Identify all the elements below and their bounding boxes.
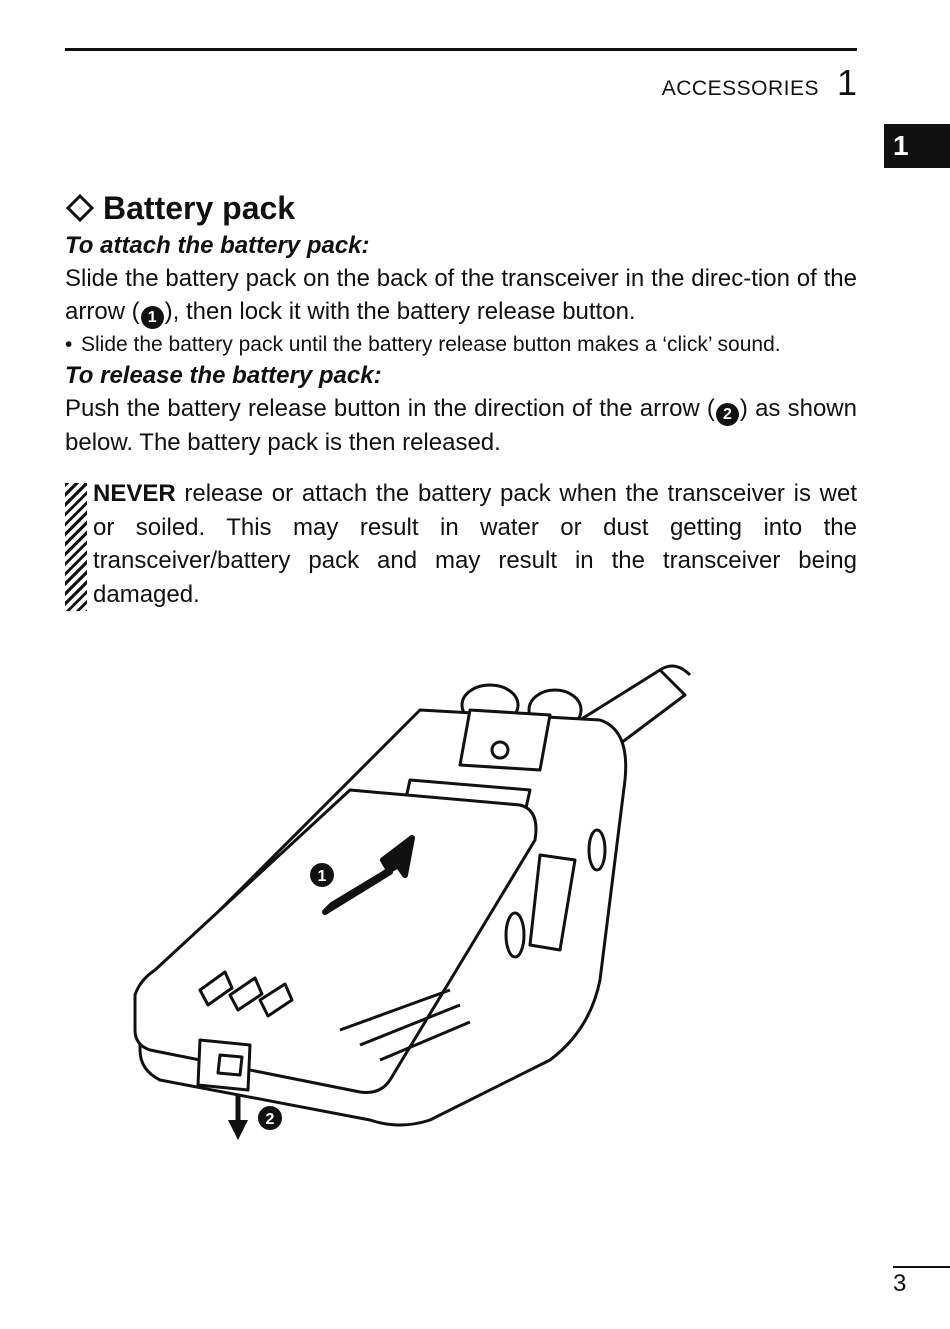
caution-body: release or attach the battery pack when the transceiver is wet or soiled. This may result in water or dust getting into the transceiver/battery pack and may result in the transceiver being damaged. <box>93 480 857 608</box>
attach-heading: To attach the battery pack: <box>65 232 370 259</box>
top-rule <box>65 48 857 51</box>
caution-note <box>65 477 857 611</box>
running-head-section: ACCESSORIES <box>661 77 819 100</box>
release-text-after: ) as shown below. The battery pack is then released. <box>65 395 857 456</box>
attach-text-before: Slide the battery pack on the back of the transceiver in the direc-tion of the arrow ( <box>65 265 857 325</box>
page-number: 3 <box>893 1270 907 1297</box>
attach-bullet <box>65 329 857 360</box>
release-heading: To release the battery pack: <box>65 362 382 389</box>
page-content <box>65 186 857 611</box>
release-text-before: Push the battery release button in the direction of the arrow ( <box>65 395 715 422</box>
running-head <box>662 62 857 104</box>
caution-hatch-icon <box>65 483 87 611</box>
chapter-tab <box>884 124 950 168</box>
diamond-icon <box>65 193 95 223</box>
figure-marker-2: 2 <box>265 1111 275 1128</box>
figure-marker-1: 1 <box>317 868 327 885</box>
attach-text-after: ), then lock it with the battery release button. <box>164 298 636 325</box>
attach-bullet-text: Slide the battery pack until the battery release button makes a ‘click’ sound. <box>81 333 781 356</box>
battery-illustration <box>100 650 740 1150</box>
running-head-chapter: 1 <box>836 62 857 103</box>
section-title-text: Battery pack <box>103 189 296 226</box>
chapter-tab-label: 1 <box>893 130 909 161</box>
bottom-rule <box>893 1266 950 1268</box>
arrow-marker-1: 1 <box>141 306 164 329</box>
bullet-dot: • <box>65 333 73 356</box>
arrow-marker-2: 2 <box>716 403 739 426</box>
section-title <box>65 186 857 230</box>
caution-strong: NEVER <box>93 480 176 507</box>
caution-text <box>93 477 857 611</box>
attach-text <box>65 262 857 329</box>
release-text <box>65 392 857 459</box>
